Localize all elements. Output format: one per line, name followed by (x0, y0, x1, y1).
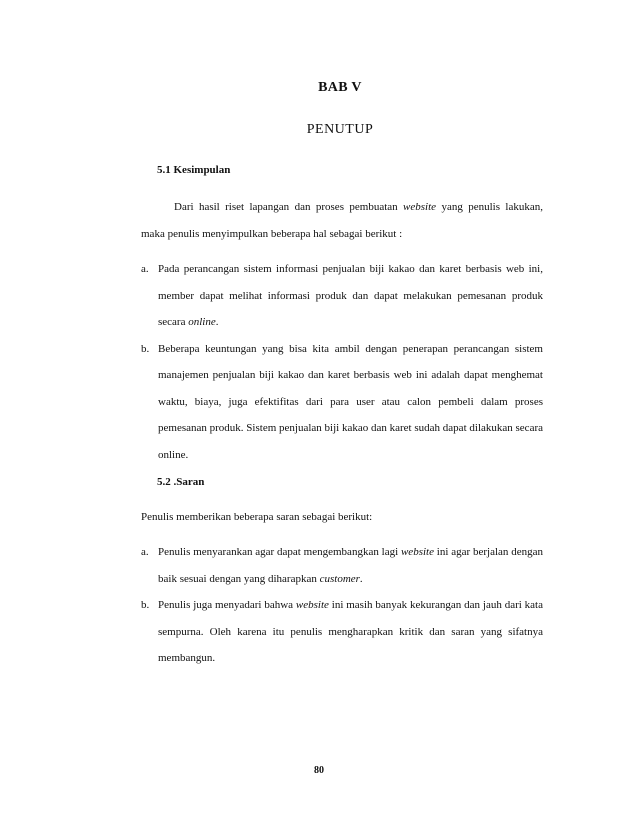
chapter-title: PENUTUP (306, 122, 374, 137)
saran-intro: Penulis memberikan beberapa saran sebagai berikut: (141, 511, 373, 523)
list-item: b. Penulis juga menyadari bahwa website ini masih banyak kekurangan dan jauh dari kata sempurna. Oleh karena itu penulis mengharapkan kritik dan saran yang sifatnya membangun. (141, 592, 543, 672)
page-number: 80 (314, 765, 324, 776)
list-marker: b. (141, 342, 150, 355)
list-marker: b. (141, 599, 150, 611)
list-marker: a. (141, 546, 149, 558)
section-heading-kesimpulan: 5.1 Kesimpulan (157, 164, 231, 176)
chapter-label: BAB V (318, 80, 362, 95)
list-item: a. Penulis menyarankan agar dapat mengembangkan lagi website ini agar berjalan dengan baik sesuai dengan yang diharapkan customer. (141, 539, 543, 592)
list-marker: a. (141, 263, 149, 275)
section-heading-saran: 5.2 .Saran (157, 476, 205, 488)
list-item: a. Pada perancangan sistem informasi penjualan biji kakao dan karet berbasis web ini, member dapat melihat informasi produk dan dapat melakukan pemesanan produk secara online. (141, 256, 543, 336)
kesimpulan-list (141, 256, 543, 468)
list-item: b. Beberapa keuntungan yang bisa kita ambil dengan penerapan perancangan sistem manajemen penjualan biji kakao dan karet berbasis web ini adalah dapat menghemat waktu, biaya, juga efektifitas dari para user atau calon pembeli dalam proses pemesanan produk. Sistem penjualan biji kakao dan karet sudah dapat dilakukan secara online. (141, 336, 543, 469)
saran-list (141, 539, 543, 672)
kesimpulan-intro: Dari hasil riset lapangan dan proses pembuatan website yang penulis lakukan, maka penulis menyimpulkan beberapa hal sebagai berikut : (141, 201, 543, 240)
